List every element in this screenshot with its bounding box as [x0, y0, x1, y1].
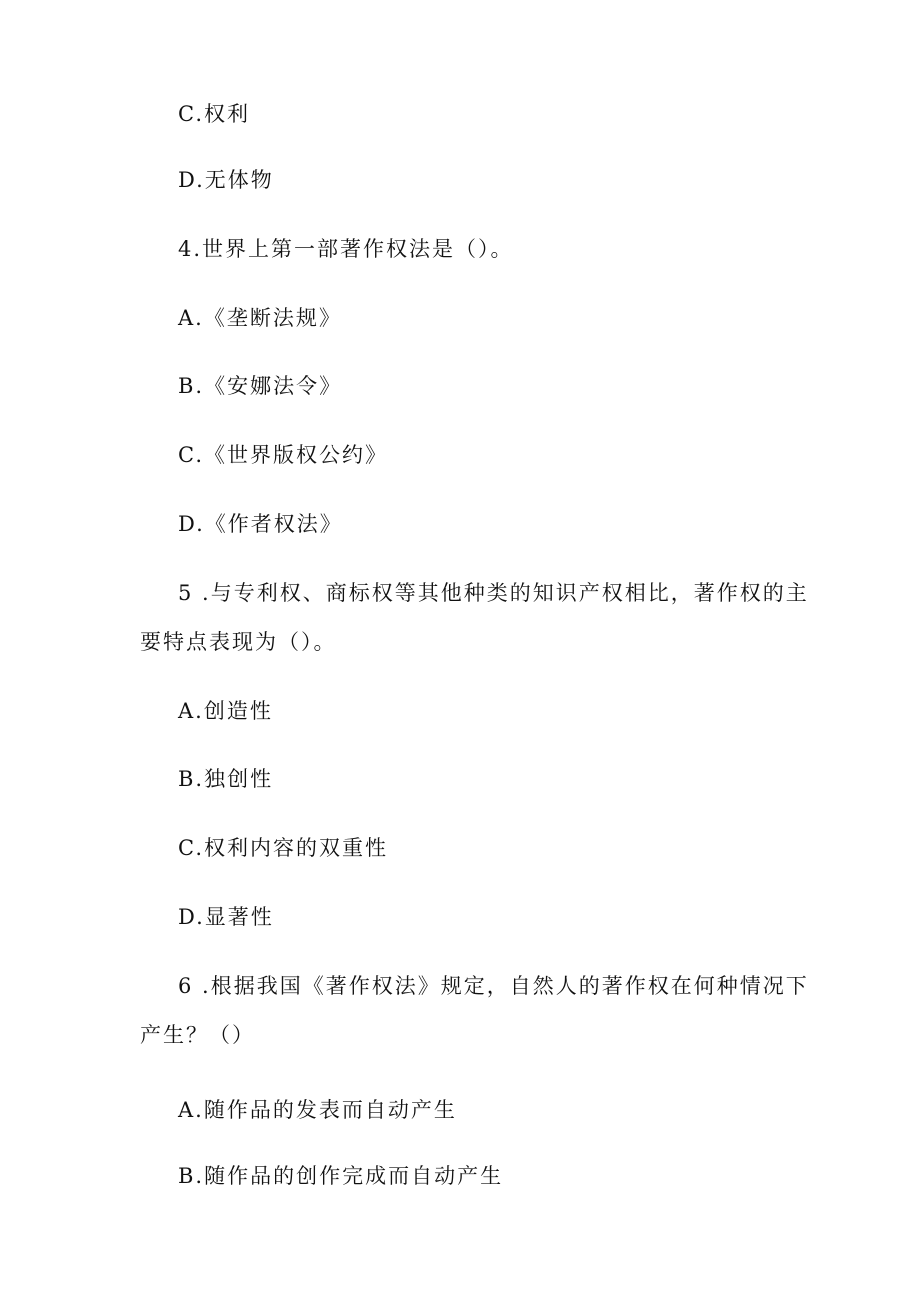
- q6-option-a: A.随作品的发表而自动产生: [178, 1098, 457, 1122]
- q3-option-c: C.权利: [178, 102, 250, 126]
- q5-option-a: A.创造性: [178, 699, 273, 723]
- q5-option-b: B.独创性: [178, 767, 274, 791]
- question-6-line-2: 产生？（）: [140, 1023, 255, 1047]
- q4-option-b: B.《安娜法令》: [178, 374, 343, 398]
- question-5-line-1: 5 .与专利权、商标权等其他种类的知识产权相比，著作权的主: [178, 581, 809, 605]
- q4-option-a: A.《垄断法规》: [178, 306, 342, 330]
- question-6-line-1: 6 .根据我国《著作权法》规定，自然人的著作权在何种情况下: [178, 974, 809, 998]
- q4-option-c: C.《世界版权公约》: [178, 443, 388, 467]
- question-4: 4.世界上第一部著作权法是（）。: [178, 237, 514, 261]
- q5-option-c: C.权利内容的双重性: [178, 836, 388, 860]
- q4-option-d: D.《作者权法》: [178, 512, 343, 536]
- q3-option-d: D.无体物: [178, 168, 274, 192]
- q6-option-b: B.随作品的创作完成而自动产生: [178, 1164, 504, 1188]
- question-5-line-2: 要特点表现为（）。: [140, 630, 337, 654]
- q5-option-d: D.显著性: [178, 905, 274, 929]
